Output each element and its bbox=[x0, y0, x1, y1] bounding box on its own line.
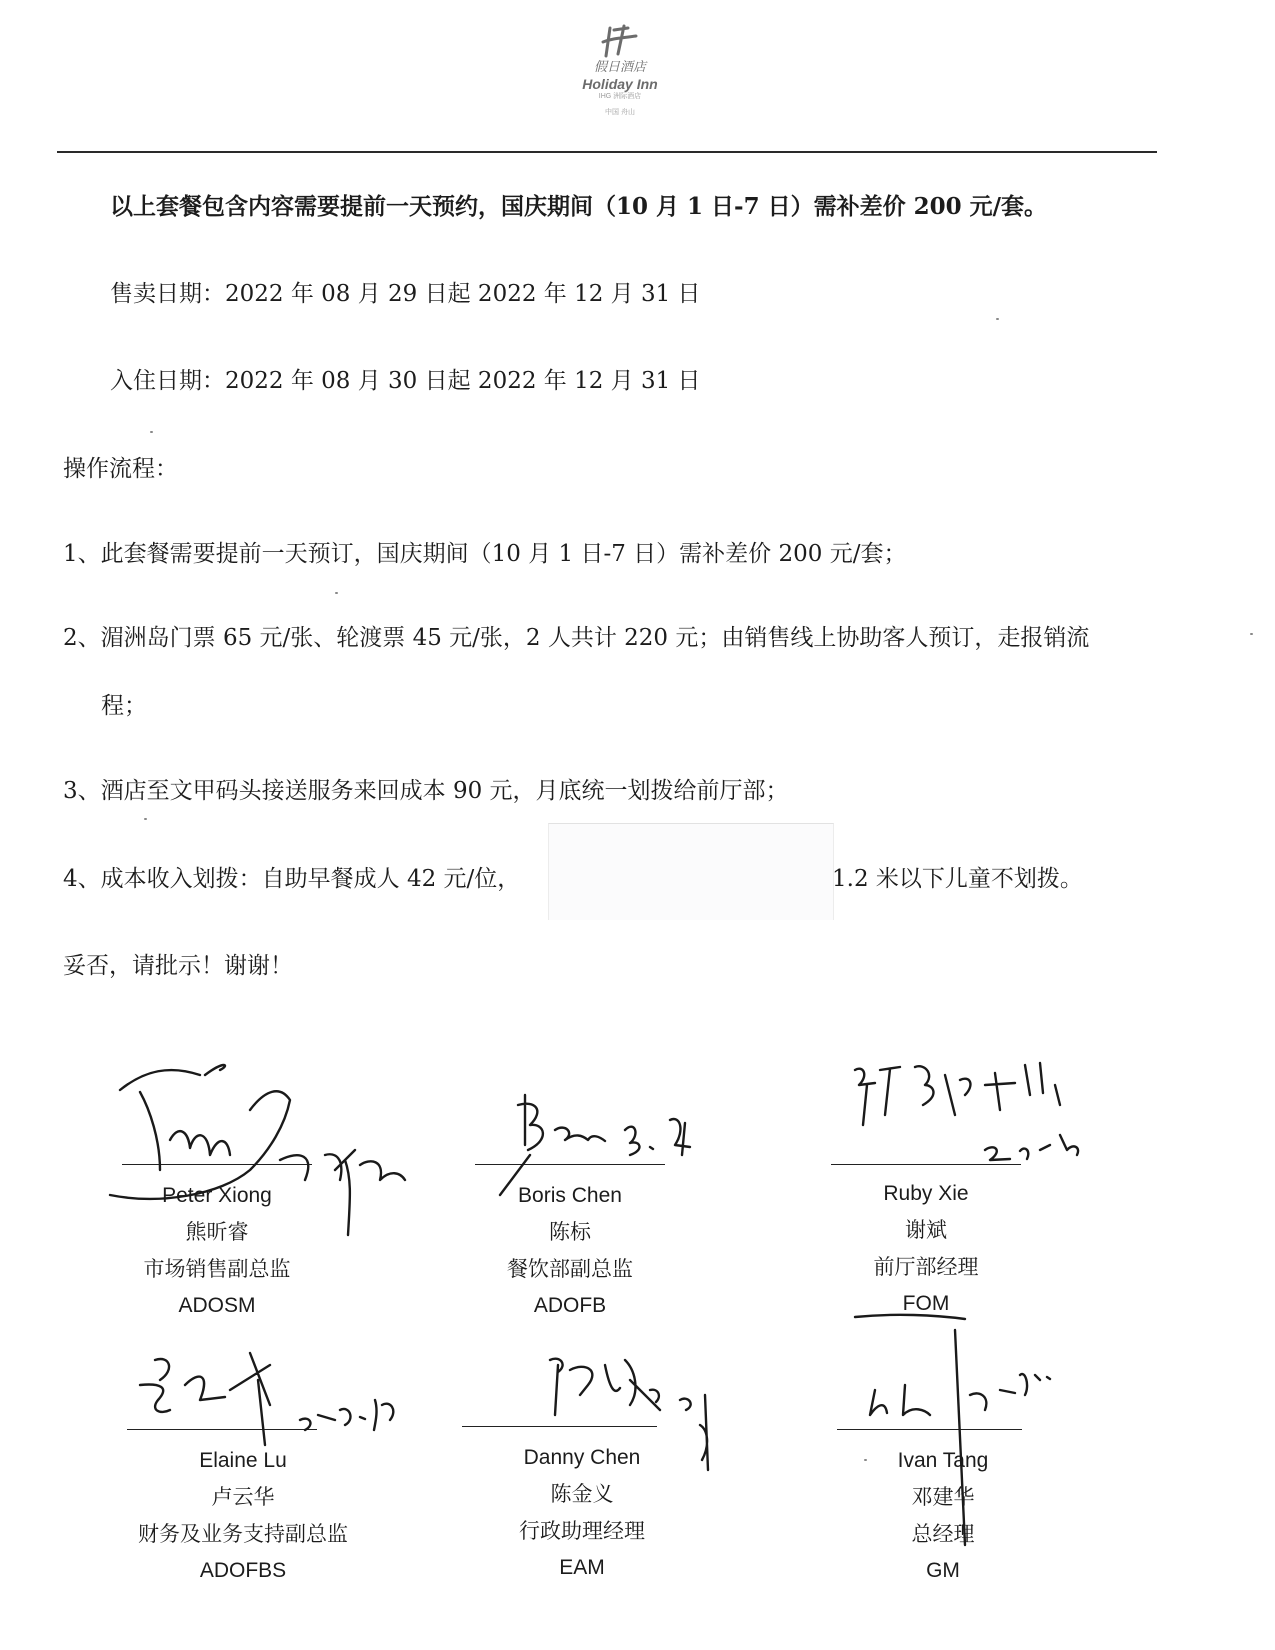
scan-speck bbox=[150, 431, 153, 433]
signature-block bbox=[796, 1160, 1056, 1315]
signer-title-cn: 行政助理经理 bbox=[519, 1519, 645, 1543]
signer-name-cn: 陈金义 bbox=[550, 1482, 614, 1506]
scan-speck bbox=[144, 818, 147, 820]
closing-remark: 妥否，请批示！谢谢！ bbox=[63, 953, 293, 979]
signer-name-en: Elaine Lu bbox=[199, 1449, 287, 1472]
signer-title-en: FOM bbox=[902, 1292, 950, 1315]
logo-cn: 假日酒店 bbox=[593, 60, 646, 75]
scan-speck bbox=[1250, 633, 1253, 635]
stay-date: 入住日期：2022 年 08 月 30 日起 2022 年 12 月 31 日 bbox=[110, 368, 701, 394]
sale-date: 售卖日期：2022 年 08 月 29 日起 2022 年 12 月 31 日 bbox=[110, 281, 701, 307]
process-item-4-cont: 1.2 米以下儿童不划拨。 bbox=[832, 866, 1083, 892]
process-item-4: 4、成本收入划拨：自助早餐成人 42 元/位， bbox=[63, 866, 521, 892]
signer-name-cn: 陈标 bbox=[549, 1220, 591, 1244]
header-rule bbox=[57, 151, 1157, 153]
signer-name-en: Ivan Tang bbox=[897, 1449, 989, 1472]
handwritten-signature-icon bbox=[530, 1350, 750, 1520]
signer-name-en: Peter Xiong bbox=[162, 1184, 272, 1207]
signer-name-en: Danny Chen bbox=[523, 1446, 641, 1469]
holiday-inn-h-icon bbox=[598, 24, 642, 60]
signer-title-cn: 餐饮部副总监 bbox=[507, 1257, 633, 1281]
handwritten-signature-icon bbox=[845, 1055, 1115, 1175]
process-item-1: 1、此套餐需要提前一天预订，国庆期间（10 月 1 日-7 日）需补差价 200 元/套； bbox=[63, 541, 907, 567]
process-title: 操作流程： bbox=[63, 456, 178, 482]
signer-title-en: EAM bbox=[559, 1556, 605, 1579]
process-item-3: 3、酒店至文甲码头接送服务来回成本 90 元，月底统一划拨给前厅部； bbox=[63, 778, 789, 804]
signer-title-cn: 前厅部经理 bbox=[873, 1255, 979, 1279]
logo-address: 中国 舟山 bbox=[605, 109, 635, 116]
signer-name-en: Boris Chen bbox=[518, 1184, 622, 1207]
scan-speck bbox=[335, 592, 338, 594]
process-item-2: 2、湄洲岛门票 65 元/张、轮渡票 45 元/张，2 人共计 220 元；由销售线上协助客人预订，走报销流 bbox=[63, 625, 1090, 651]
signer-name-cn: 卢云华 bbox=[211, 1485, 275, 1509]
signer-name-cn: 熊昕睿 bbox=[185, 1220, 249, 1244]
signer-name-cn: 邓建华 bbox=[911, 1485, 975, 1509]
logo-en: Holiday Inn bbox=[582, 76, 658, 92]
handwritten-signature-icon bbox=[130, 1345, 430, 1455]
redacted-area bbox=[548, 823, 834, 920]
signer-title-cn: 财务及业务支持副总监 bbox=[138, 1522, 348, 1546]
signer-name-cn: 谢斌 bbox=[905, 1218, 947, 1242]
signer-title-en: ADOSM bbox=[178, 1294, 256, 1317]
handwritten-signature-icon bbox=[100, 1030, 420, 1260]
signer-name-en: Ruby Xie bbox=[883, 1182, 969, 1205]
handwritten-signature-icon bbox=[470, 1085, 730, 1205]
logo-sub: IHG 洲际酒店 bbox=[598, 93, 642, 100]
package-note: 以上套餐包含内容需要提前一天预约，国庆期间（10 月 1 日-7 日）需补差价 200 元/套。 bbox=[110, 193, 1048, 220]
handwritten-signature-icon bbox=[855, 1305, 1095, 1565]
signer-title-en: ADOFBS bbox=[199, 1559, 287, 1582]
signer-title-cn: 总经理 bbox=[911, 1522, 975, 1546]
scan-speck bbox=[864, 1459, 867, 1461]
signer-title-cn: 市场销售副总监 bbox=[143, 1257, 291, 1281]
signer-title-en: ADOFB bbox=[533, 1294, 607, 1317]
process-item-2-cont: 程； bbox=[101, 693, 147, 719]
hotel-logo bbox=[560, 24, 680, 118]
scan-speck bbox=[996, 318, 999, 320]
signer-title-en: GM bbox=[926, 1559, 960, 1582]
